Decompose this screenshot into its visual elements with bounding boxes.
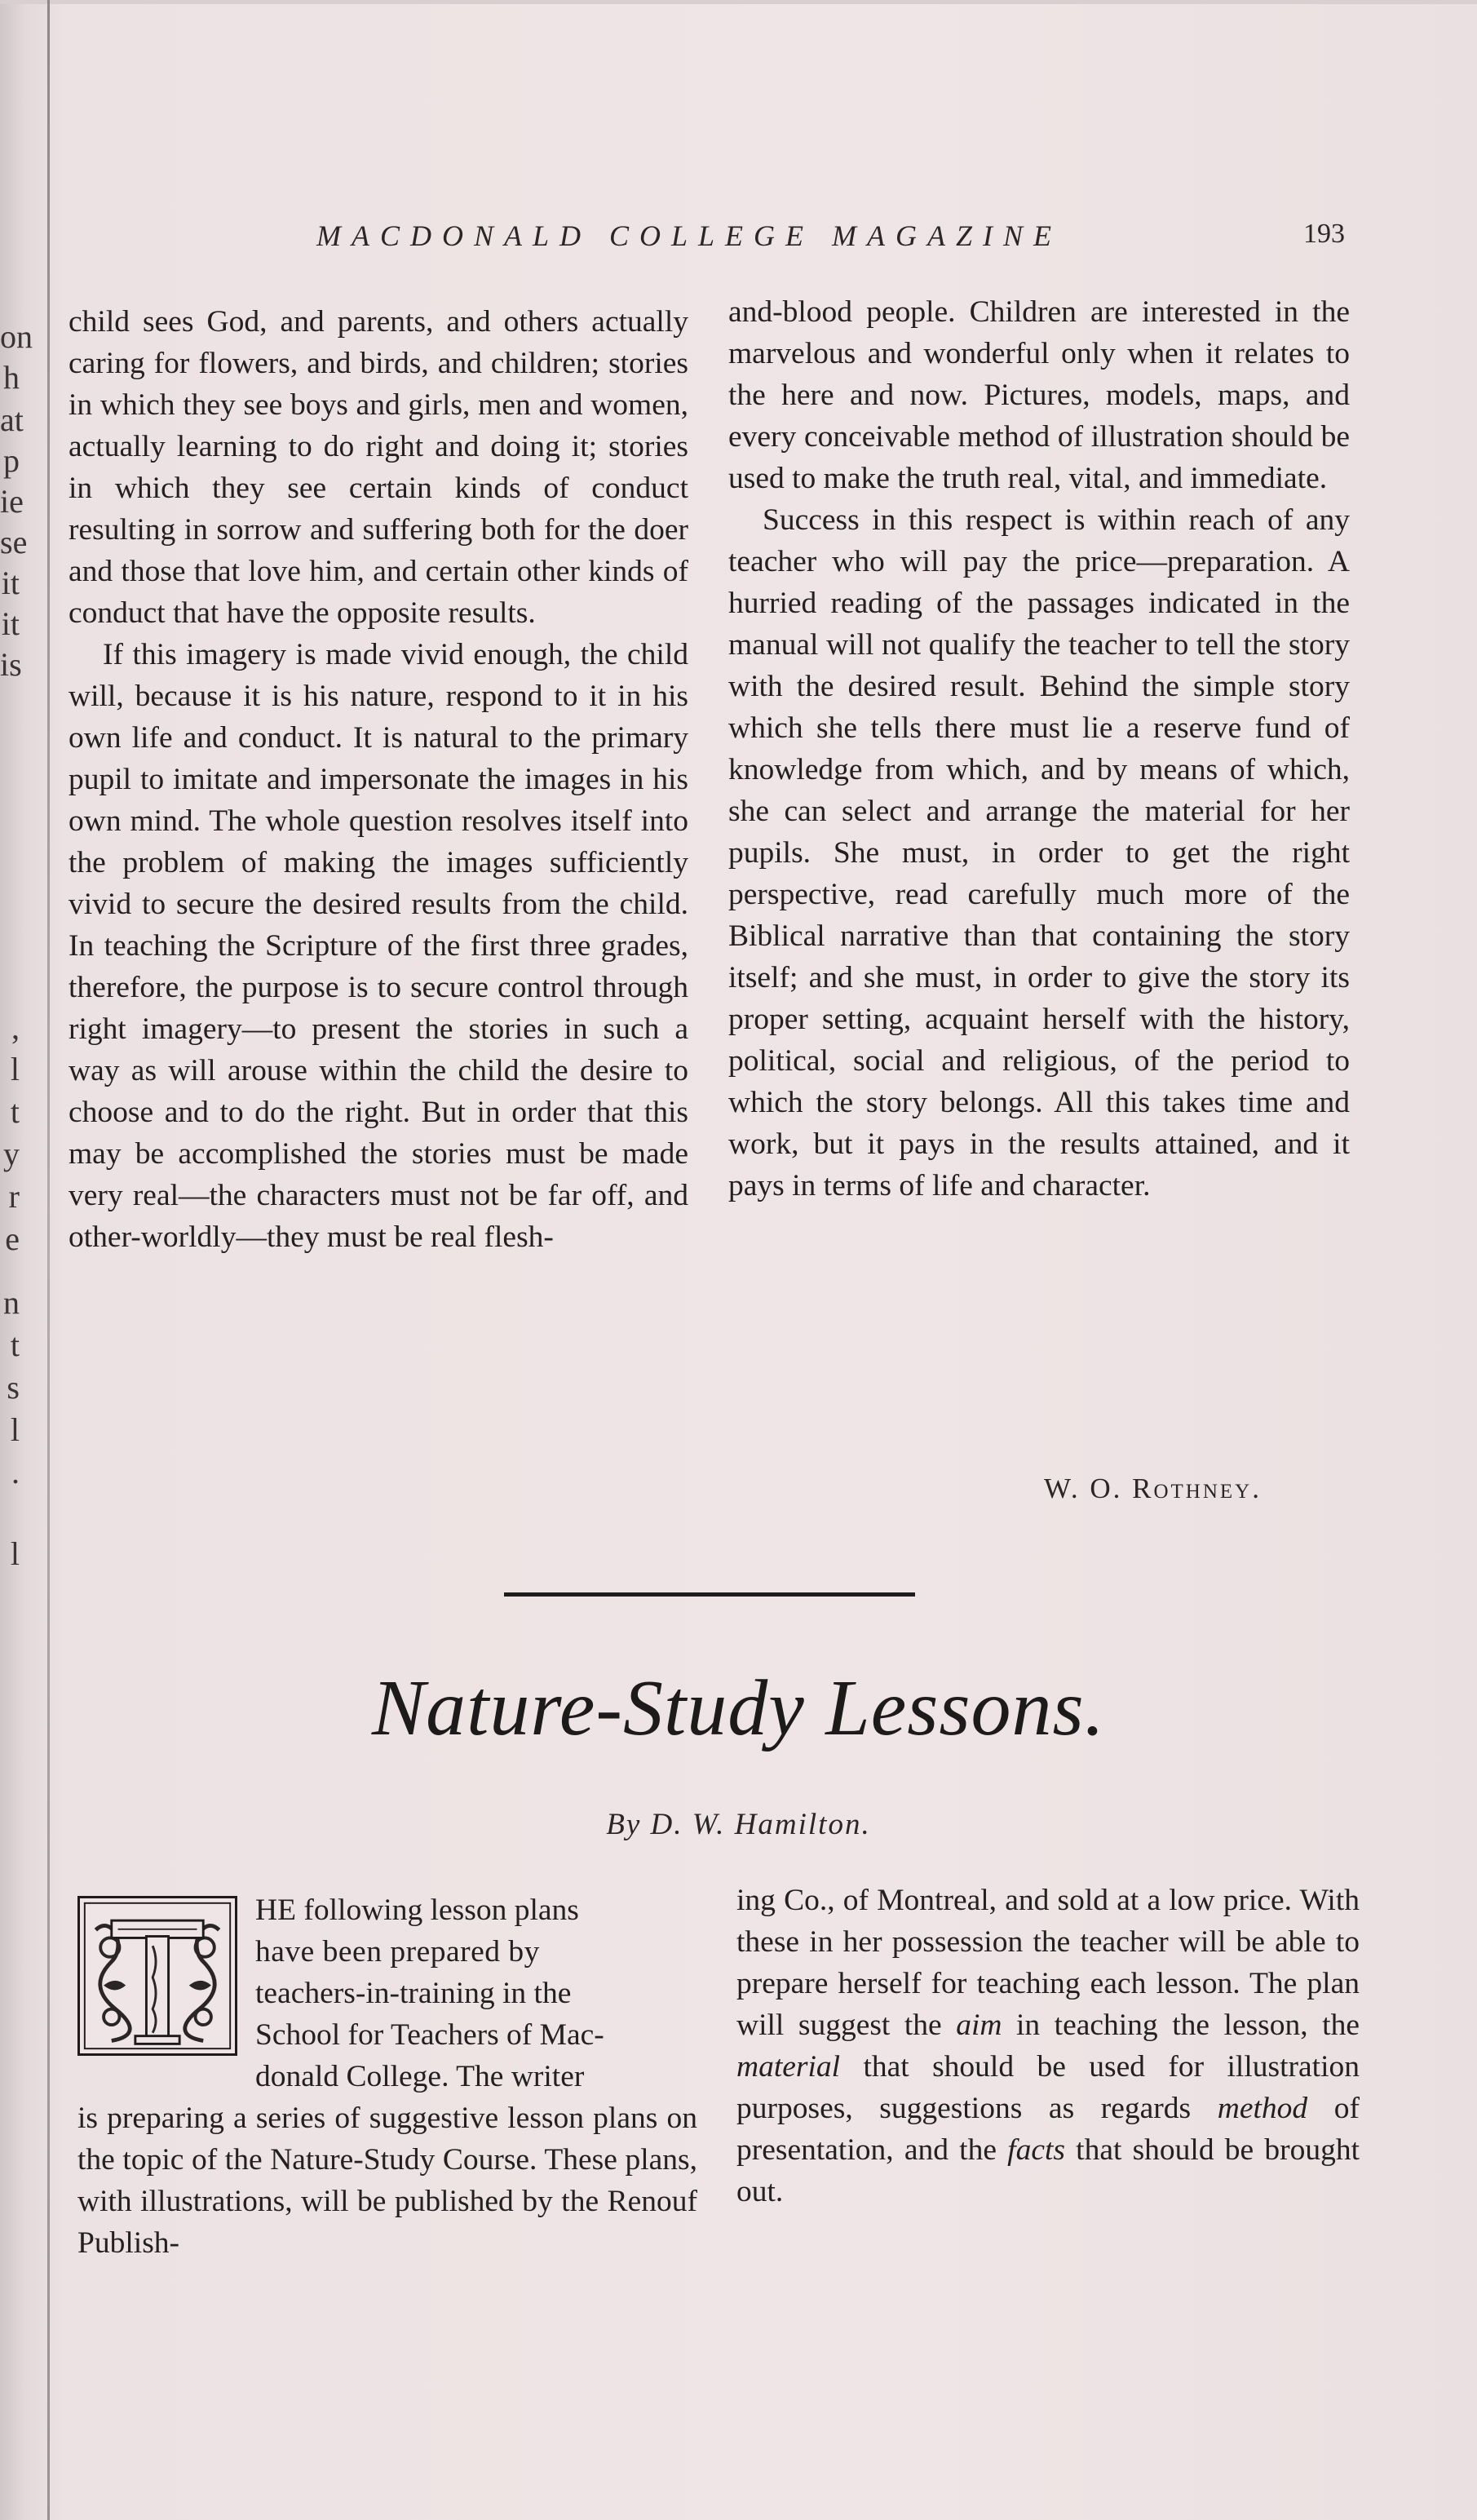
- fragment: is: [0, 646, 22, 683]
- paragraph: Success in this respect is within reach of any teacher who will pay the price—preparation. A hurried reading of the passages indicated in the manual will not qualify the teacher to tell the story with the desired result. Behind the simple story which she tells there must lie a reserve fund of knowledge from which, and by means of which, she can select and arrange the material for her pupils. She must, in order to get the right perspective, read carefully much more of the Biblical narrative than that containing the story itself; and she must, in order to give the story its proper setting, acquaint herself with the history, political, social and religious, of the period to which the story belongs. All this takes time and work, but it pays in the results attained, and it pays in terms of life and character.: [728, 503, 1350, 1202]
- paragraph: child sees God, and parents, and others actually caring for flowers, and birds, and children; stories in which they see boys and girls, men and women, actually learning to do right and doing it; stories in which they see certain kinds of conduct resulting in sorrow and suffering both for the doer and those that love him, and certain other kinds of conduct that have the opposite results.: [69, 305, 688, 630]
- fragment: it: [1, 605, 20, 642]
- fragment: h: [3, 359, 20, 396]
- author-signature: W. O. Rothney.: [1044, 1473, 1262, 1504]
- page-top-edge: [0, 0, 1477, 4]
- paragraph: is preparing a series of suggestive lesson plans on the topic of the Nature-Study Course. These plans, with illustrations, will be published by the Renouf Publish-: [77, 2101, 697, 2260]
- fragment: t: [10, 1093, 20, 1130]
- drop-cap-line: donald College. The writer: [255, 2060, 585, 2093]
- emphasis-method: method: [1217, 2092, 1308, 2125]
- paragraph: If this imagery is made vivid enough, the child will, because it is his nature, respond to it in his own life and conduct. It is natural to the primary pupil to imitate and impersonate the images in his own mind. The whole question resolves itself into the problem of making the images sufficiently vivid to secure the desired results from the child. In teaching the Scripture of the first three grades, therefore, the purpose is to secure control through right imagery—to present the stories in such a way as will arouse within the child the desire to choose and to do the right. But in order that this may be accomplished the stories must be made very real—the characters must not be far off, and other-worldly—they must be real flesh-: [69, 638, 688, 1254]
- article-title: Nature-Study Lessons.: [371, 1664, 1106, 1752]
- section-divider: [504, 1592, 915, 1597]
- article-two-left-column: [77, 1889, 697, 2264]
- drop-cap-line: have been prepared by: [255, 1935, 540, 1969]
- text-run: of presentation, and the: [736, 2092, 1360, 2167]
- binding-gutter: [47, 0, 50, 2520]
- fragment: r: [8, 1178, 20, 1215]
- paragraph: and-blood people. Children are interested in the marvelous and wonderful only when it relates to the here and now. Pictures, models, maps, and every conceivable method of illustration should be used to make the truth real, vital, and immediate.: [728, 295, 1350, 495]
- fragment: s: [7, 1369, 20, 1406]
- fragment: t: [10, 1326, 20, 1363]
- fragment: p: [3, 442, 20, 479]
- emphasis-aim: aim: [956, 2008, 1002, 2042]
- article-two-right-column: [736, 1880, 1360, 2212]
- paragraph: [736, 1880, 1360, 2212]
- article-one-right-column: [728, 291, 1350, 1207]
- text-run: in teaching the lesson, the: [1002, 2008, 1360, 2042]
- fragment: .: [11, 1454, 20, 1490]
- fragment: se: [0, 524, 28, 560]
- article-byline: By D. W. Hamilton.: [606, 1808, 871, 1841]
- emphasis-material: material: [736, 2050, 841, 2084]
- running-head: MACDONALD COLLEGE MAGAZINE: [316, 219, 1063, 252]
- fragment: l: [10, 1051, 20, 1087]
- text-run: ing Co., of Montreal, and sold at a low price. With these in her possession the teacher will be able to prepare herself for teaching each lesson. The plan will suggest the: [736, 1884, 1360, 2042]
- fragment: l: [10, 1411, 20, 1448]
- fragment: y: [3, 1136, 20, 1172]
- drop-cap-line: HE following lesson plans: [255, 1893, 579, 1927]
- text-run: that should be brought out.: [736, 2133, 1360, 2208]
- drop-cap-line: School for Teachers of Mac-: [255, 2018, 604, 2052]
- fragment: l: [10, 1535, 20, 1572]
- text-run: that should be used for illustration purposes, suggestions as regards: [736, 2050, 1360, 2125]
- article-one-left-column: [69, 301, 688, 1258]
- emphasis-facts: facts: [1007, 2133, 1065, 2167]
- drop-cap-line: teachers-in-training in the: [255, 1977, 572, 2010]
- fragment: at: [0, 401, 24, 438]
- fragment: it: [1, 565, 20, 601]
- fragment: on: [0, 318, 33, 355]
- page-number: 193: [1303, 219, 1345, 249]
- fragment: ,: [11, 1009, 20, 1046]
- fragment: e: [5, 1220, 20, 1257]
- fragment: n: [3, 1284, 20, 1321]
- fragment: ie: [0, 483, 24, 520]
